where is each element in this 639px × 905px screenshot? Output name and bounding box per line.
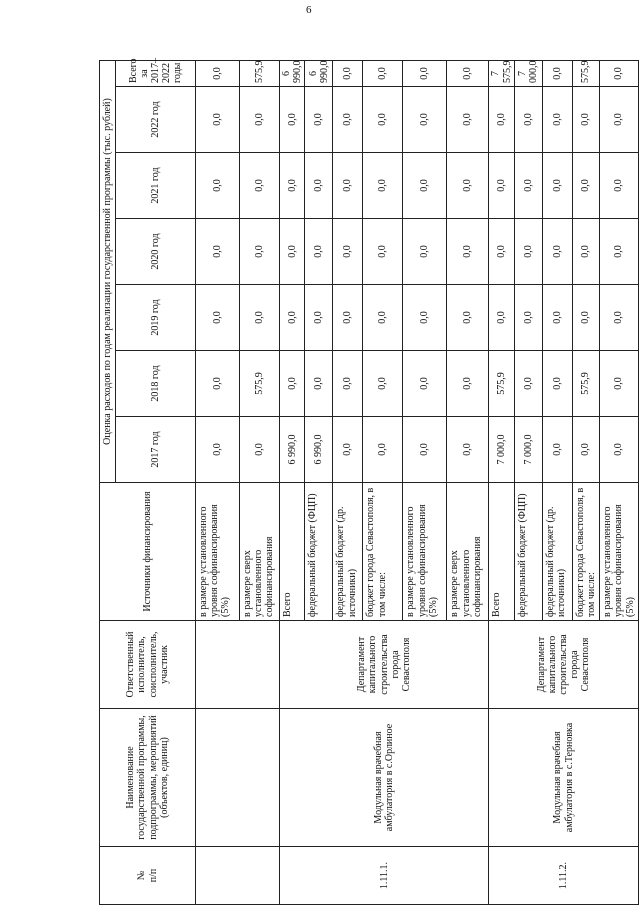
value-cell: 0,0 bbox=[240, 219, 280, 285]
header-year: 2019 год bbox=[116, 285, 196, 351]
value-cell: 0,0 bbox=[447, 87, 489, 153]
header-estimate: Оценка расходов по годам реализации государственной программы (тыс. рублей) bbox=[100, 60, 116, 482]
value-cell: 0,0 bbox=[305, 351, 333, 417]
value-cell: 0,0 bbox=[196, 60, 240, 86]
rotated-table-area bbox=[99, 58, 636, 905]
value-cell: 0,0 bbox=[572, 219, 599, 285]
value-cell: 0,0 bbox=[514, 219, 542, 285]
source-cell: Всего bbox=[489, 483, 514, 621]
object-name: Модульная врачебная амбулатория в с.Терновка bbox=[489, 709, 638, 847]
responsible-cell bbox=[196, 621, 280, 709]
value-cell: 0,0 bbox=[280, 219, 305, 285]
value-cell: 0,0 bbox=[305, 219, 333, 285]
value-cell: 0,0 bbox=[542, 60, 572, 86]
value-cell: 0,0 bbox=[447, 285, 489, 351]
value-cell: 0,0 bbox=[514, 285, 542, 351]
source-cell: Всего bbox=[280, 483, 305, 621]
row-number: 1.11.2. bbox=[489, 847, 638, 905]
value-cell: 0,0 bbox=[403, 60, 447, 86]
value-cell: 0,0 bbox=[447, 60, 489, 86]
value-cell: 575,9 bbox=[489, 351, 514, 417]
value-cell: 0,0 bbox=[240, 153, 280, 219]
value-cell: 0,0 bbox=[240, 285, 280, 351]
value-cell: 0,0 bbox=[196, 285, 240, 351]
value-cell: 575,9 bbox=[572, 60, 599, 86]
value-cell: 0,0 bbox=[572, 285, 599, 351]
source-cell: в размере установленного уровня софинансирования (5%) bbox=[196, 483, 240, 621]
table-row bbox=[489, 60, 514, 904]
value-cell: 0,0 bbox=[447, 417, 489, 483]
value-cell: 575,9 bbox=[240, 60, 280, 86]
value-cell: 6 990,0 bbox=[280, 417, 305, 483]
row-number: 1.11.1. bbox=[280, 847, 489, 905]
header-year: 2018 год bbox=[116, 351, 196, 417]
value-cell: 0,0 bbox=[280, 153, 305, 219]
name-cell bbox=[196, 709, 280, 847]
value-cell: 0,0 bbox=[572, 153, 599, 219]
value-cell: 0,0 bbox=[600, 87, 639, 153]
value-cell: 0,0 bbox=[489, 153, 514, 219]
value-cell: 0,0 bbox=[333, 417, 363, 483]
header-name: Наименование государственной программы, подпрограммы, мероприятий (объектов, единиц) bbox=[100, 709, 196, 847]
source-cell: в размере сверх установленного софинансирования bbox=[447, 483, 489, 621]
value-cell: 0,0 bbox=[305, 87, 333, 153]
value-cell: 0,0 bbox=[280, 351, 305, 417]
value-cell: 0,0 bbox=[489, 87, 514, 153]
header-num: № п/п bbox=[100, 847, 196, 905]
responsible-executor: Департамент капитального строительства города Севастополя bbox=[280, 621, 489, 709]
table-row bbox=[280, 60, 305, 904]
value-cell: 0,0 bbox=[333, 153, 363, 219]
value-cell: 0,0 bbox=[333, 219, 363, 285]
header-year: Всего за 2017–2022 годы bbox=[116, 60, 196, 86]
source-cell: в размере сверх установленного софинансирования bbox=[240, 483, 280, 621]
value-cell: 0,0 bbox=[489, 285, 514, 351]
source-cell: в размере установленного уровня софинансирования (5%) bbox=[600, 483, 639, 621]
value-cell: 0,0 bbox=[542, 285, 572, 351]
value-cell: 0,0 bbox=[403, 219, 447, 285]
value-cell: 575,9 bbox=[240, 351, 280, 417]
source-cell: в размере установленного уровня софинансирования (5%) bbox=[403, 483, 447, 621]
value-cell: 0,0 bbox=[363, 87, 403, 153]
value-cell: 0,0 bbox=[240, 87, 280, 153]
value-cell: 6 990,0 bbox=[305, 417, 333, 483]
value-cell: 0,0 bbox=[403, 153, 447, 219]
header-responsible: Ответственный исполнитель, соисполнитель, участник bbox=[100, 621, 196, 709]
value-cell: 0,0 bbox=[600, 219, 639, 285]
value-cell: 0,0 bbox=[600, 351, 639, 417]
object-name: Модульная врачебная амбулатория в с.Орлиное bbox=[280, 709, 489, 847]
value-cell: 0,0 bbox=[489, 219, 514, 285]
value-cell: 0,0 bbox=[363, 285, 403, 351]
value-cell: 575,9 bbox=[572, 351, 599, 417]
header-year: 2017 год bbox=[116, 417, 196, 483]
value-cell: 7 575,9 bbox=[489, 60, 514, 86]
value-cell: 0,0 bbox=[196, 153, 240, 219]
value-cell: 0,0 bbox=[305, 153, 333, 219]
value-cell: 0,0 bbox=[447, 351, 489, 417]
num-cell bbox=[196, 847, 280, 905]
value-cell: 6 990,0 bbox=[280, 60, 305, 86]
value-cell: 0,0 bbox=[196, 351, 240, 417]
source-cell: федеральный бюджет (ФЦП) bbox=[305, 483, 333, 621]
value-cell: 0,0 bbox=[600, 153, 639, 219]
header-year: 2021 год bbox=[116, 153, 196, 219]
value-cell: 0,0 bbox=[363, 417, 403, 483]
header-year: 2022 год bbox=[116, 87, 196, 153]
value-cell: 0,0 bbox=[572, 417, 599, 483]
value-cell: 7 000,0 bbox=[514, 60, 542, 86]
value-cell: 6 990,0 bbox=[305, 60, 333, 86]
header-year: 2020 год bbox=[116, 219, 196, 285]
value-cell: 0,0 bbox=[363, 219, 403, 285]
value-cell: 0,0 bbox=[403, 417, 447, 483]
responsible-executor: Департамент капитального строительства города Севастополя bbox=[489, 621, 638, 709]
value-cell: 0,0 bbox=[333, 285, 363, 351]
page-number: 6 bbox=[306, 4, 312, 16]
value-cell: 0,0 bbox=[600, 417, 639, 483]
value-cell: 0,0 bbox=[600, 60, 639, 86]
rotated-table-container bbox=[99, 58, 636, 905]
value-cell: 0,0 bbox=[363, 60, 403, 86]
value-cell: 0,0 bbox=[403, 351, 447, 417]
value-cell: 0,0 bbox=[196, 417, 240, 483]
value-cell: 0,0 bbox=[240, 417, 280, 483]
value-cell: 0,0 bbox=[447, 153, 489, 219]
value-cell: 0,0 bbox=[280, 285, 305, 351]
value-cell: 0,0 bbox=[542, 417, 572, 483]
value-cell: 0,0 bbox=[542, 219, 572, 285]
value-cell: 0,0 bbox=[196, 87, 240, 153]
source-cell: бюджет города Севастополя, в том числе: bbox=[363, 483, 403, 621]
value-cell: 0,0 bbox=[600, 285, 639, 351]
value-cell: 0,0 bbox=[514, 153, 542, 219]
value-cell: 7 000,0 bbox=[489, 417, 514, 483]
value-cell: 0,0 bbox=[333, 351, 363, 417]
value-cell: 0,0 bbox=[542, 87, 572, 153]
financing-table bbox=[99, 60, 639, 905]
value-cell: 0,0 bbox=[333, 87, 363, 153]
source-cell: федеральный бюджет (др. источники) bbox=[333, 483, 363, 621]
value-cell: 0,0 bbox=[305, 285, 333, 351]
value-cell: 0,0 bbox=[572, 87, 599, 153]
value-cell: 0,0 bbox=[514, 351, 542, 417]
value-cell: 0,0 bbox=[363, 351, 403, 417]
source-cell: федеральный бюджет (др. источники) bbox=[542, 483, 572, 621]
source-cell: бюджет города Севастополя, в том числе: bbox=[572, 483, 599, 621]
header-sources: Источники финансирования bbox=[100, 483, 196, 621]
value-cell: 0,0 bbox=[514, 87, 542, 153]
value-cell: 7 000,0 bbox=[514, 417, 542, 483]
value-cell: 0,0 bbox=[196, 219, 240, 285]
table-row bbox=[196, 60, 240, 904]
source-cell: федеральный бюджет (ФЦП) bbox=[514, 483, 542, 621]
value-cell: 0,0 bbox=[542, 153, 572, 219]
value-cell: 0,0 bbox=[403, 87, 447, 153]
value-cell: 0,0 bbox=[280, 87, 305, 153]
value-cell: 0,0 bbox=[447, 219, 489, 285]
value-cell: 0,0 bbox=[333, 60, 363, 86]
value-cell: 0,0 bbox=[542, 351, 572, 417]
value-cell: 0,0 bbox=[403, 285, 447, 351]
value-cell: 0,0 bbox=[363, 153, 403, 219]
